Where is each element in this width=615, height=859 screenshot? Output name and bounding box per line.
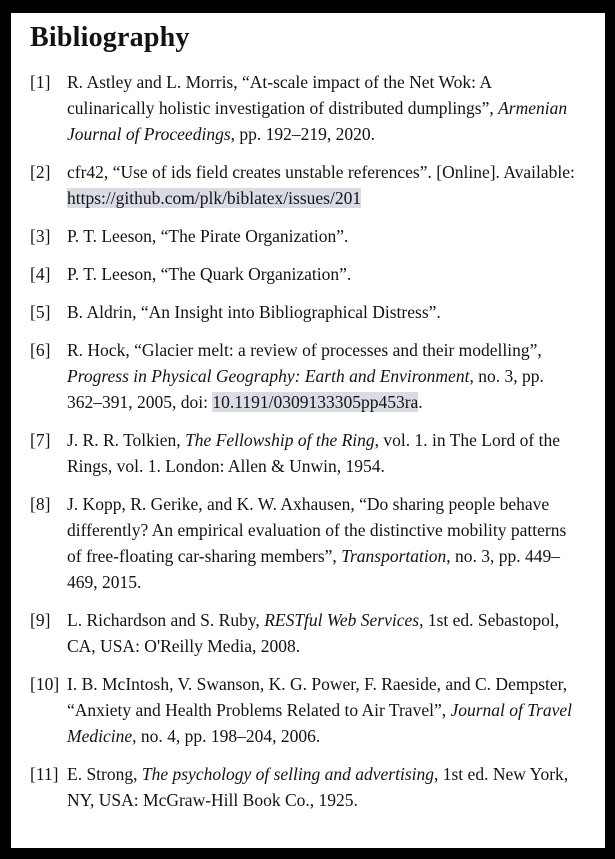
citation-text-segment: RESTful Web Services (264, 610, 420, 630)
entry-citation-text (67, 159, 575, 211)
entry-number-label: [11] (30, 764, 59, 784)
citation-text-segment: P. T. Leeson, “The Pirate Organization”. (67, 226, 349, 246)
citation-text-segment: , no. 3, pp. 449–469, 2015. (67, 546, 560, 592)
bibliography-entry (30, 337, 575, 415)
citation-text-segment: B. Aldrin, “An Insight into Bibliographical Distress”. (67, 302, 441, 322)
citation-text-segment: Journal of Travel Medicine (67, 700, 573, 746)
entry-number-label: [7] (30, 430, 51, 450)
entry-number-label: [3] (30, 226, 51, 246)
entry-citation-text (67, 261, 575, 287)
entry-citation-text (67, 761, 575, 813)
citation-text-segment: R. Hock, “Glacier melt: a review of processes and their modelling”, (67, 340, 542, 360)
citation-text-segment: , vol. 1. in The Lord of the Rings, vol. 1. London: Allen & Unwin, 1954. (67, 430, 560, 476)
entry-number-label: [10] (30, 674, 60, 694)
citation-text-segment: The psychology of selling and advertising (141, 764, 434, 784)
bibliography-entry (30, 69, 575, 147)
bibliography-list (30, 69, 575, 813)
bibliography-entry (30, 491, 575, 595)
entry-number-label: [9] (30, 610, 51, 630)
citation-text-segment: cfr42, “Use of ids field creates unstable references”. [Online]. Available: (67, 162, 575, 182)
citation-text-segment: I. B. McIntosh, V. Swanson, K. G. Power, F. Raeside, and C. Dempster, “Anxiety and Health Problems Related to Air Travel”, (67, 674, 568, 720)
citation-text-segment: Transportation (341, 546, 447, 566)
entry-number-label: [1] (30, 72, 51, 92)
entry-citation-text (67, 69, 575, 147)
citation-text-segment: Armenian Journal of Proceedings (67, 98, 568, 144)
citation-text-segment: L. Richardson and S. Ruby, (67, 610, 265, 630)
bibliography-entry (30, 671, 575, 749)
citation-text-segment: Progress in Physical Geography: Earth and Environment (67, 366, 470, 386)
entry-number-label: [4] (30, 264, 51, 284)
bibliography-entry (30, 299, 575, 325)
entry-citation-text (67, 671, 575, 749)
citation-text-segment: , pp. 192–219, 2020. (230, 124, 376, 144)
entry-citation-text (67, 607, 575, 659)
citation-text-segment: R. Astley and L. Morris, “At-scale impact of the Net Wok: A culinarically holistic investigation of distributed dumplings”, (67, 72, 499, 118)
entry-citation-text (67, 223, 575, 249)
bibliography-entry (30, 159, 575, 211)
entry-number-label: [2] (30, 162, 51, 182)
bibliography-entry (30, 427, 575, 479)
bibliography-entry (30, 761, 575, 813)
bibliography-entry (30, 261, 575, 287)
citation-text-segment: . (418, 392, 423, 412)
citation-text-segment: , no. 3, pp. 362–391, 2005, doi: (67, 366, 544, 412)
entry-citation-text (67, 337, 575, 415)
entry-citation-text (67, 427, 575, 479)
citation-link[interactable]: 10.1191/0309133305pp453ra (212, 392, 419, 412)
entry-number-label: [6] (30, 340, 51, 360)
citation-text-segment: P. T. Leeson, “The Quark Organization”. (67, 264, 352, 284)
entry-citation-text (67, 491, 575, 595)
document-page (11, 13, 605, 848)
entry-number-label: [8] (30, 494, 51, 514)
citation-text-segment: , 1st ed. New York, NY, USA: McGraw-Hill Book Co., 1925. (67, 764, 569, 810)
citation-text-segment: , no. 4, pp. 198–204, 2006. (132, 726, 321, 746)
entry-citation-text (67, 299, 575, 325)
citation-text-segment: E. Strong, (67, 764, 142, 784)
bibliography-entry (30, 223, 575, 249)
citation-text-segment: J. Kopp, R. Gerike, and K. W. Axhausen, “Do sharing people behave differently? An empirical evaluation of the distinctive mobility patterns of free-floating car-sharing members”, (67, 494, 567, 566)
page-title: Bibliography (30, 22, 190, 53)
citation-text-segment: The Fellowship of the Ring (185, 430, 375, 450)
citation-text-segment: , 1st ed. Sebastopol, CA, USA: O'Reilly Media, 2008. (67, 610, 560, 656)
citation-text-segment: J. R. R. Tolkien, (67, 430, 186, 450)
bibliography-entry (30, 607, 575, 659)
citation-link[interactable]: https://github.com/plk/biblatex/issues/201 (67, 188, 362, 208)
entry-number-label: [5] (30, 302, 51, 322)
